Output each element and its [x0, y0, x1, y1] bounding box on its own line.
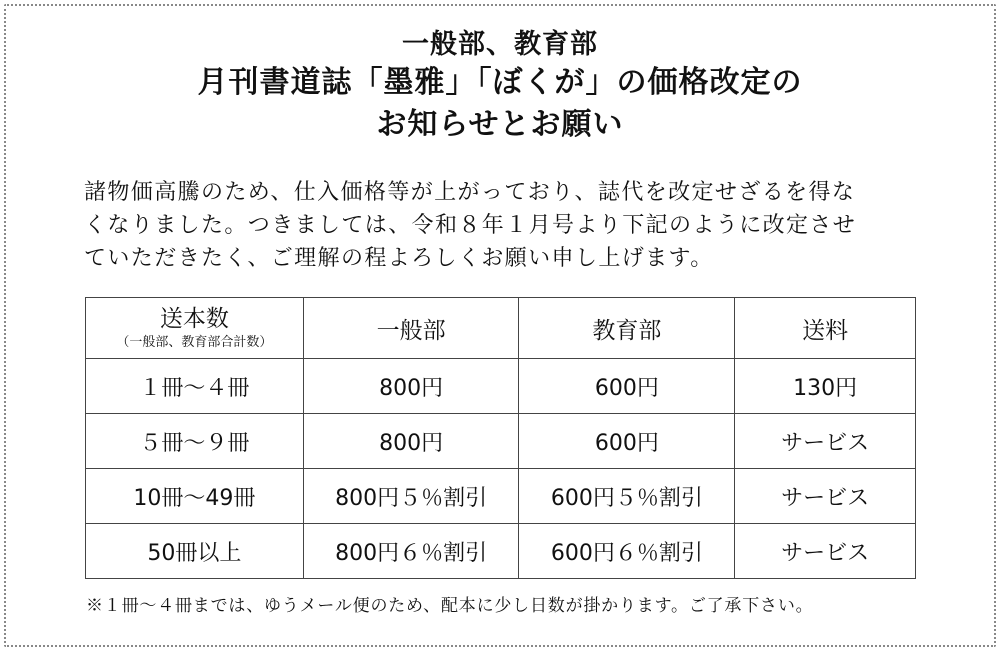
intro-line: くなりました。つきましては、令和８年１月号より下記のように改定させ	[84, 213, 857, 238]
header-quantity	[86, 298, 304, 359]
cell-quantity: ５冊〜９冊	[86, 414, 304, 469]
header-education: 教育部	[519, 298, 735, 359]
cell-education-price: 600円５％割引	[519, 469, 735, 524]
cell-general-price: 800円	[303, 414, 519, 469]
header-shipping: 送料	[735, 298, 916, 359]
footnote: ※１冊〜４冊までは、ゆうメール便のため、配本に少し日数が掛かります。ご了承下さい。	[86, 596, 814, 616]
header-quantity-label: 送本数	[159, 306, 229, 332]
cell-education-price: 600円６％割引	[519, 524, 735, 579]
cell-shipping: サービス	[735, 524, 916, 579]
table-row	[86, 524, 916, 579]
table-row	[86, 414, 916, 469]
header-general: 一般部	[303, 298, 519, 359]
table-row	[86, 359, 916, 414]
intro-paragraph	[84, 176, 924, 275]
cell-shipping: 130円	[735, 359, 916, 414]
header-quantity-note: （一般部、教育部合計数）	[116, 335, 273, 350]
cell-shipping: サービス	[735, 414, 916, 469]
department-heading: 一般部、教育部	[402, 29, 598, 60]
cell-general-price: 800円６％割引	[303, 524, 519, 579]
notice-title-line1: 月刊書道誌「墨雅」「ぼくが」の価格改定の	[197, 65, 803, 100]
cell-quantity: 10冊〜49冊	[86, 469, 304, 524]
cell-shipping: サービス	[735, 469, 916, 524]
intro-line: 諸物価高騰のため、仕入価格等が上がっており、誌代を改定せざるを得な	[84, 180, 856, 205]
cell-quantity: 50冊以上	[86, 524, 304, 579]
table-header-row	[86, 298, 916, 359]
notice-title-line2: お知らせとお願い	[376, 107, 624, 142]
cell-quantity: １冊〜４冊	[86, 359, 304, 414]
cell-general-price: 800円５％割引	[303, 469, 519, 524]
intro-line: ていただきたく、ご理解の程よろしくお願い申し上げます。	[84, 246, 714, 271]
cell-education-price: 600円	[519, 359, 735, 414]
cell-general-price: 800円	[303, 359, 519, 414]
price-table	[85, 297, 916, 579]
table-row	[86, 469, 916, 524]
cell-education-price: 600円	[519, 414, 735, 469]
notice-header	[0, 28, 1000, 146]
